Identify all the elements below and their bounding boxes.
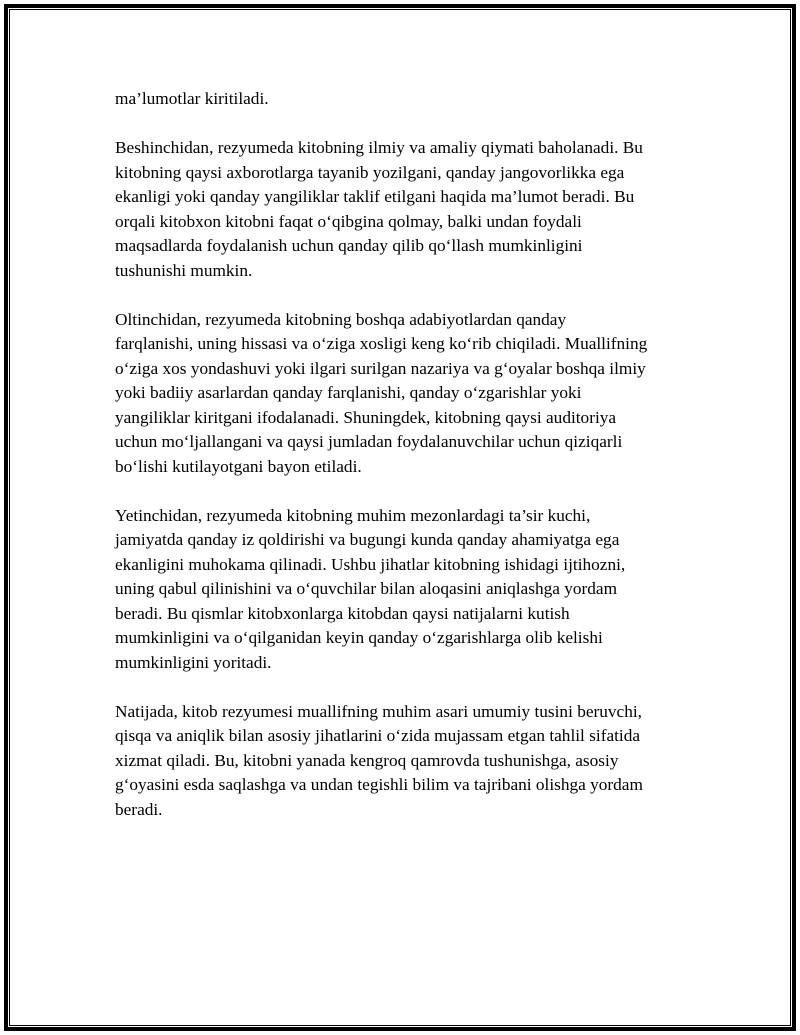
text-line: qisqa va aniqlik bilan asosiy jihatlarini o‘zida mujassam etgan tahlil sifatida	[115, 726, 641, 745]
text-line: maqsadlarda foydalanish uchun qanday qilib qo‘llash mumkinligini	[115, 236, 583, 255]
text-line: xizmat qiladi. Bu, kitobni yanada kengroq qamrovda tushunishga, asosiy	[115, 750, 619, 770]
text-line: bo‘lishi kutilayotgani bayon etiladi.	[115, 456, 362, 476]
text-line: uchun mo‘ljallangani va qaysi jumladan foydalanuvchilar uchun qiziqarli	[115, 432, 623, 451]
text-line: jamiyatda qanday iz qoldirishi va bugungi kunda qanday ahamiyatga ega	[115, 530, 620, 549]
text-line: g‘oyasini esda saqlashga va undan tegishli bilim va tajribani olishga yordam	[115, 775, 643, 794]
text-line: uning qabul qilinishini va o‘quvchilar bilan aloqasini aniqlashga yordam	[115, 579, 618, 598]
text-line: ekanligini muhokama qilinadi. Ushbu jihatlar kitobning ishidagi ijtihozni,	[115, 554, 626, 574]
text-line: tushunishi mumkin.	[115, 260, 253, 280]
text-line: yangiliklar kiritgani ifodalanadi. Shuningdek, kitobning qaysi auditoriya	[115, 407, 617, 427]
document-body	[115, 87, 705, 847]
text-line: beradi.	[115, 799, 163, 819]
paragraph	[115, 308, 705, 480]
text-line: ma’lumotlar kiritiladi.	[115, 89, 269, 108]
paragraph	[115, 136, 705, 283]
text-line: Yetinchidan, rezyumeda kitobning muhim mezonlardagi ta’sir kuchi,	[115, 505, 591, 525]
text-line: o‘ziga xos yondashuvi yoki ilgari surilgan nazariya va g‘oyalar boshqa ilmiy	[115, 358, 646, 378]
text-line: yoki badiiy asarlardan qanday farqlanishi, qanday o‘zgarishlar yoki	[115, 383, 582, 402]
text-line: orqali kitobxon kitobni faqat o‘qibgina qolmay, balki undan foydali	[115, 211, 582, 231]
text-line: Beshinchidan, rezyumeda kitobning ilmiy va amaliy qiymati baholanadi. Bu	[115, 138, 643, 157]
text-line: kitobning qaysi axborotlarga tayanib yozilgani, qanday jangovorlikka ega	[115, 162, 625, 182]
text-line: mumkinligini yoritadi.	[115, 652, 272, 672]
text-line: beradi. Bu qismlar kitobxonlarga kitobdan qaysi natijalarni kutish	[115, 603, 570, 623]
paragraph	[115, 700, 705, 823]
text-line: Natijada, kitob rezyumesi muallifning muhim asari umumiy tusini beruvchi,	[115, 701, 642, 721]
text-line: mumkinligini va o‘qilganidan keyin qanday o‘zgarishlarga olib kelishi	[115, 628, 603, 647]
paragraph	[115, 504, 705, 676]
text-line: Oltinchidan, rezyumeda kitobning boshqa adabiyotlardan qanday	[115, 309, 567, 329]
paragraph	[115, 87, 705, 112]
text-line: ekanligi yoki qanday yangiliklar taklif etilgani haqida ma’lumot beradi. Bu	[115, 187, 635, 206]
text-line: farqlanishi, uning hissasi va o‘ziga xosligi keng ko‘rib chiqiladi. Muallifning	[115, 334, 648, 353]
